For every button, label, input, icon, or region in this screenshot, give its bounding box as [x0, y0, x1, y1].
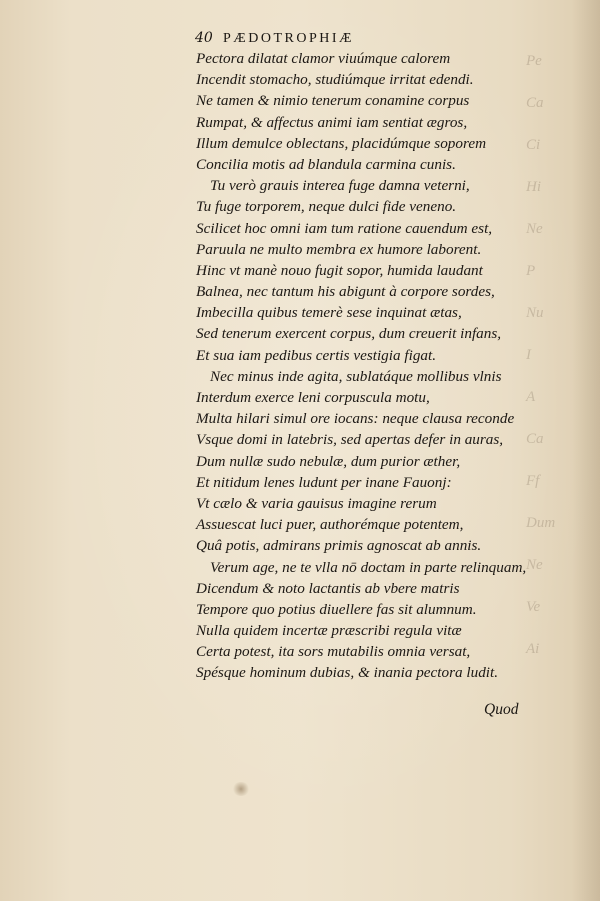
verse-line: Balnea, nec tantum his abigunt à corpore sordes,: [196, 283, 495, 301]
bleed-through-fragment: Ci: [526, 137, 541, 153]
verse-line: Tempore quo potius diuellere fas sit alumnum.: [196, 600, 477, 618]
verse-line: Certa potest, ita sors mutabilis omnia versat,: [196, 643, 471, 661]
verse-line: Hinc vt manè nouo fugit sopor, humida laudant: [196, 261, 483, 279]
bleed-through-fragment: I: [526, 347, 531, 363]
bleed-through-fragment: Ne: [526, 557, 543, 573]
verse-line: Sed tenerum exercent corpus, dum creuerit infans,: [196, 325, 502, 343]
verse-line: Et sua iam pedibus certis vestigia figat.: [196, 346, 437, 364]
verse-line: Interdum exerce leni corpuscula motu,: [196, 389, 430, 406]
verse-line: Paruula ne multo membra ex humore laborent.: [196, 240, 482, 258]
bleed-through-text: [520, 40, 600, 680]
verse-line: Illum demulce oblectans, placidúmque soporem: [196, 134, 487, 152]
verse-line: Quâ potis, admirans primis agnoscat ab annis.: [196, 537, 482, 555]
verse-line: Vsque domi in latebris, sed apertas defer in auras,: [196, 431, 504, 449]
bleed-through-fragment: Ne: [526, 221, 543, 237]
verse-line: Scilicet hoc omni iam tum ratione cauendum est,: [196, 219, 493, 237]
verse-line: Concilia motis ad blandula carmina cunis.: [196, 155, 456, 173]
bleed-through-fragment: Pe: [526, 53, 542, 69]
bleed-through-fragment: Dum: [526, 515, 556, 531]
verse-block: [196, 48, 531, 684]
bleed-through-fragment: Ca: [526, 431, 544, 447]
verse-line: Multa hilari simul ore iocans: neque clausa reconde: [196, 410, 515, 428]
verse-line: Ne tamen & nimio tenerum conamine corpus: [196, 92, 470, 110]
verse-line: Spésque hominum dubias, & inania pectora ludit.: [196, 664, 499, 682]
bleed-through-fragment: Hi: [526, 179, 541, 195]
verse-line: Incendit stomacho, studiúmque irritat edendi.: [196, 71, 474, 89]
bleed-through-fragment: Ca: [526, 95, 544, 111]
bleed-through-fragment: Ai: [526, 641, 540, 657]
bleed-through-fragment: Nu: [526, 305, 544, 321]
verse-line: Verum age, ne te vlla nō doctam in parte relinquam,: [210, 558, 527, 576]
verse-line: Rumpat, & affectus animi iam sentiat ægros,: [196, 113, 468, 131]
bleed-through-fragment: Ve: [526, 599, 541, 615]
verse-line: Nec minus inde agita, sublatáque mollibus vlnis: [210, 367, 502, 385]
verse-line: Dicendum & noto lactantis ab vbere matris: [196, 579, 460, 597]
verse-line: Pectora dilatat clamor viuúmque calorem: [196, 50, 451, 67]
verse-line: Et nitidum lenes ludunt per inane Fauonj:: [196, 473, 452, 491]
bleed-through-fragment: P: [526, 263, 536, 279]
bleed-through-fragment: A: [526, 389, 536, 405]
catchword: Quod: [484, 701, 519, 718]
verse-line: Tu fuge torporem, neque dulci fide veneno.: [196, 198, 457, 216]
ink-stain: [232, 782, 250, 796]
running-head: PÆDOTROPHIÆ: [223, 31, 354, 46]
verse-line: Tu verò grauis interea fuge damna veterni,: [210, 177, 470, 195]
verse-line: Dum nullæ sudo nebulæ, dum purior æther,: [196, 452, 461, 470]
bleed-through-fragment: Ff: [526, 473, 540, 489]
verse-line: Assuescat luci puer, authorémque potentem,: [196, 516, 464, 534]
page-number: 40: [195, 30, 213, 46]
verse-line: Imbecilla quibus temerè sese inquinat ætas,: [196, 304, 462, 322]
verse-line: Nulla quidem incertæ præscribi regula vitæ: [196, 622, 462, 640]
verse-line: Vt cælo & varia gauisus imagine rerum: [196, 494, 437, 512]
